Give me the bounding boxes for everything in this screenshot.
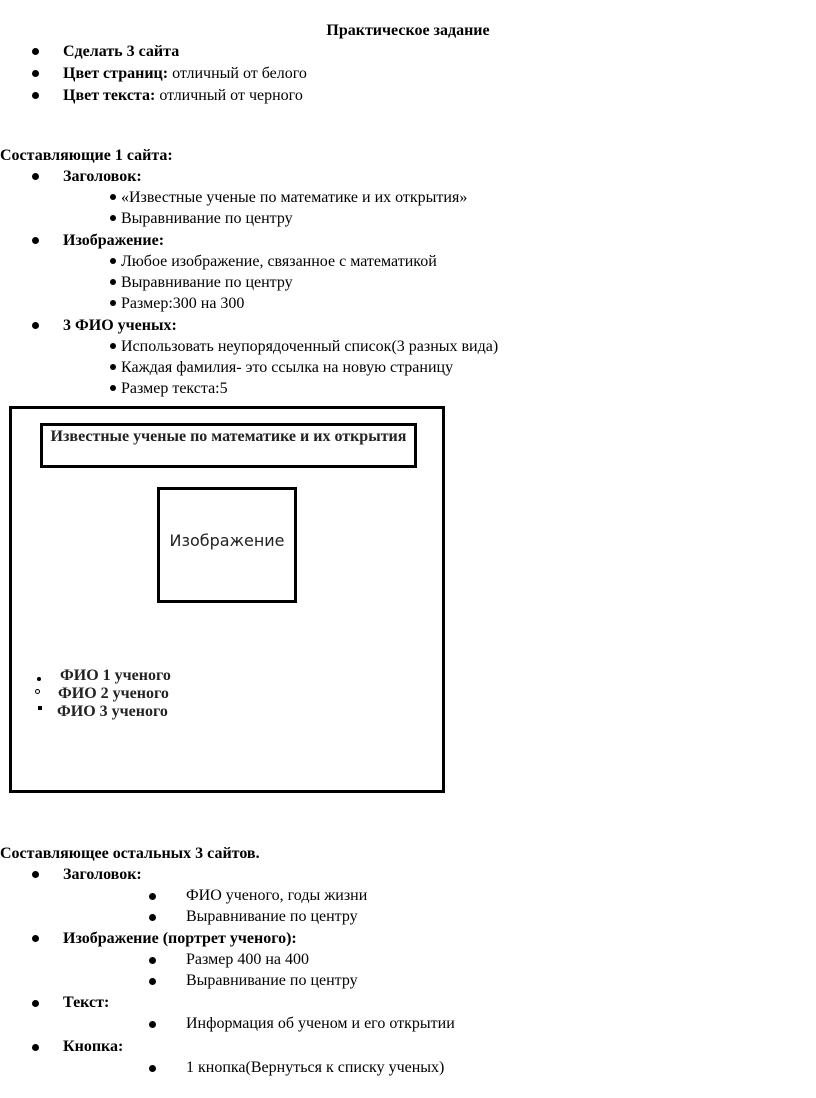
bullet-icon — [149, 957, 156, 964]
bullet-icon — [110, 385, 116, 391]
section-label: Кнопка: — [63, 1038, 124, 1055]
list-item: Каждая фамилия- это ссылка на новую страницу — [110, 358, 453, 378]
list-item: Использовать неупорядоченный список(3 разных вида) — [110, 337, 498, 357]
section-heading-other-sites: Составляющее остальных 3 сайтов. — [0, 845, 260, 862]
bullet-icon — [149, 893, 156, 900]
bullet-icon — [149, 1065, 156, 1072]
list-item: Размер текста:5 — [110, 379, 228, 399]
bullet-icon — [32, 70, 39, 77]
disc-bullet-icon — [37, 677, 41, 681]
bullet-icon — [32, 237, 39, 244]
list-item: Размер:300 на 300 — [110, 294, 244, 314]
list-item: Размер 400 на 400 — [186, 951, 309, 968]
bullet-icon — [149, 914, 156, 921]
mockup-header-text: Известные ученые по математике и их открытия — [50, 428, 407, 445]
bullet-icon — [149, 1021, 156, 1028]
bullet-icon — [110, 343, 116, 349]
bullet-icon — [32, 1000, 39, 1007]
list-item: Информация об ученом и его открытии — [186, 1015, 455, 1032]
bullet-icon — [110, 279, 116, 285]
bullet-icon — [32, 935, 39, 942]
list-item: Выравнивание по центру — [186, 972, 358, 989]
bullet-icon — [32, 92, 39, 99]
bullet-icon — [110, 300, 116, 306]
bullet-icon — [110, 194, 116, 200]
section-heading-site1: Составляющие 1 сайта: — [0, 147, 173, 164]
square-bullet-icon — [38, 706, 42, 710]
list-item: ФИО ученого, годы жизни — [186, 887, 368, 904]
bullet-icon — [32, 322, 39, 329]
section-label: Заголовок: — [63, 866, 142, 883]
list-item: Цвет текста: отличный от черного — [63, 87, 303, 104]
section-label: Текст: — [63, 994, 110, 1011]
mockup-name-link: ФИО 2 ученого — [58, 685, 169, 702]
bullet-icon — [32, 1044, 39, 1051]
list-item: Сделать 3 сайта — [63, 43, 180, 60]
list-item: Выравнивание по центру — [186, 908, 358, 925]
bullet-icon — [149, 978, 156, 985]
list-item: «Известные ученые по математике и их открытия» — [110, 188, 467, 208]
section-label: 3 ФИО ученых: — [63, 317, 177, 334]
list-item: Выравнивание по центру — [110, 209, 293, 229]
bullet-icon — [32, 173, 39, 180]
circle-bullet-icon — [35, 689, 40, 694]
list-item: 1 кнопка(Вернуться к списку ученых) — [186, 1059, 445, 1076]
bullet-icon — [110, 258, 116, 264]
section-label: Изображение (портрет ученого): — [63, 930, 297, 947]
list-item: Цвет страниц: отличный от белого — [63, 65, 307, 82]
section-label: Заголовок: — [63, 168, 142, 185]
mockup-image-label: Изображение — [169, 531, 285, 550]
mockup-name-link: ФИО 1 ученого — [60, 667, 171, 684]
mockup-name-link: ФИО 3 ученого — [57, 703, 168, 720]
section-label: Изображение: — [63, 232, 165, 249]
page-title: Практическое задание — [326, 22, 490, 39]
list-item: Выравнивание по центру — [110, 273, 293, 293]
list-item: Любое изображение, связанное с математикой — [110, 252, 437, 272]
bullet-icon — [32, 48, 39, 55]
bullet-icon — [110, 215, 116, 221]
bullet-icon — [32, 871, 39, 878]
bullet-icon — [110, 364, 116, 370]
